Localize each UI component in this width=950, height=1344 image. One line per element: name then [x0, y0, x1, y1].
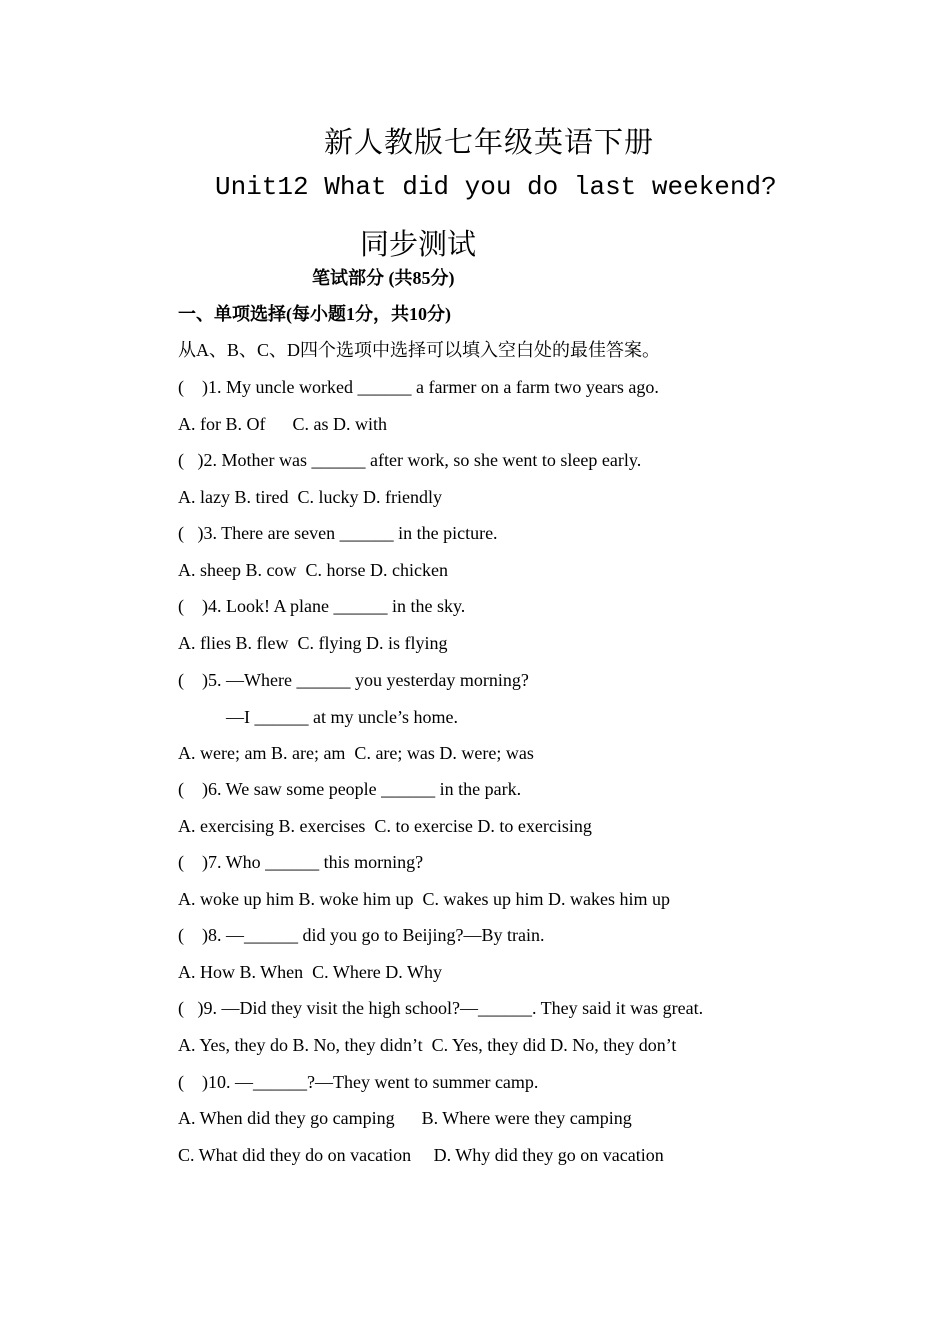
options-5: A. were; am B. are; am C. are; was D. were; was: [178, 743, 534, 763]
section-heading: 一、单项选择(每小题1分，共10分): [178, 304, 451, 324]
question-5: ( )5. —Where ______ you yesterday morning?: [178, 670, 529, 690]
options-1: A. for B. Of C. as D. with: [178, 414, 387, 434]
options-2: A. lazy B. tired C. lucky D. friendly: [178, 487, 442, 507]
question-4: ( )4. Look! A plane ______ in the sky.: [178, 596, 466, 616]
question-8: ( )8. —______ did you go to Beijing?—By train.: [178, 925, 545, 945]
question-10: ( )10. —______?—They went to summer camp.: [178, 1072, 539, 1092]
question-7: ( )7. Who ______ this morning?: [178, 852, 424, 872]
options-10a: A. When did they go camping B. Where were they camping: [178, 1108, 632, 1128]
question-1: ( )1. My uncle worked ______ a farmer on a farm two years ago.: [178, 377, 659, 397]
written-part-label: 笔试部分 (共85分): [312, 268, 455, 288]
options-6: A. exercising B. exercises C. to exercise D. to exercising: [178, 816, 592, 836]
options-10b: C. What did they do on vacation D. Why did they go on vacation: [178, 1145, 664, 1165]
question-5-response: —I ______ at my uncle’s home.: [226, 707, 458, 727]
options-7: A. woke up him B. woke him up C. wakes up him D. wakes him up: [178, 889, 670, 909]
options-4: A. flies B. flew C. flying D. is flying: [178, 633, 448, 653]
question-9: ( )9. —Did they visit the high school?—______. They said it was great.: [178, 998, 704, 1018]
document-title: 新人教版七年级英语下册: [323, 125, 654, 159]
question-2: ( )2. Mother was ______ after work, so she went to sleep early.: [178, 450, 642, 470]
unit-title: Unit12 What did you do last weekend?: [215, 172, 777, 202]
options-8: A. How B. When C. Where D. Why: [178, 962, 442, 982]
options-9: A. Yes, they do B. No, they didn’t C. Yes, they did D. No, they don’t: [178, 1035, 677, 1055]
options-3: A. sheep B. cow C. horse D. chicken: [178, 560, 448, 580]
question-3: ( )3. There are seven ______ in the picture.: [178, 523, 498, 543]
question-6: ( )6. We saw some people ______ in the park.: [178, 779, 522, 799]
section-instruction: 从A、B、C、D四个选项中选择可以填入空白处的最佳答案。: [178, 340, 661, 360]
document-subtitle: 同步测试: [360, 227, 477, 261]
